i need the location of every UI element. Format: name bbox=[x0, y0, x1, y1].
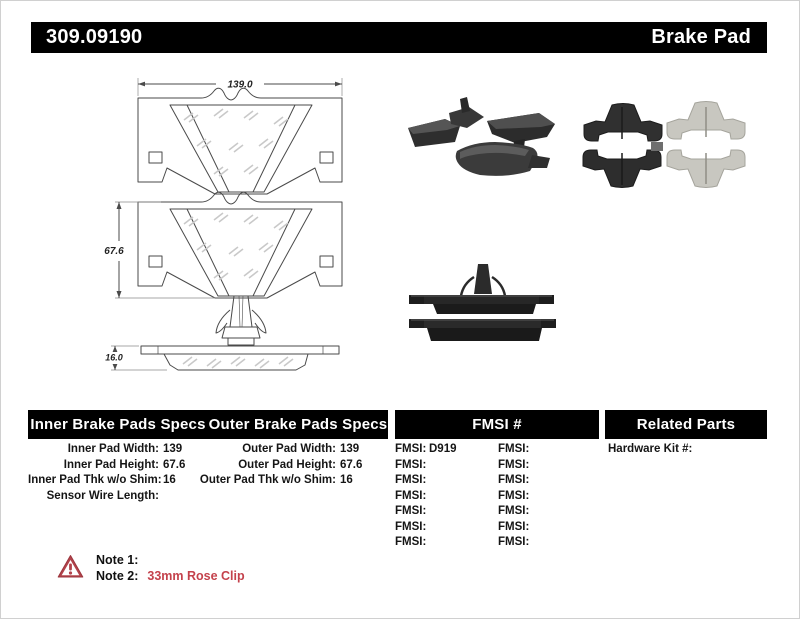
photo-pads-profile bbox=[409, 264, 556, 341]
fmsi-row bbox=[498, 504, 532, 520]
fmsi-label: FMSI: bbox=[498, 520, 530, 533]
fmsi-row bbox=[395, 535, 457, 551]
pad-side-view bbox=[141, 346, 339, 370]
fmsi-row bbox=[395, 473, 457, 489]
specs-header-bar bbox=[28, 410, 388, 439]
outer-specs-column bbox=[181, 442, 362, 489]
spec-row bbox=[28, 489, 185, 505]
fmsi-label: FMSI: bbox=[395, 520, 427, 533]
spec-label: Inner Pad Height: bbox=[63, 458, 159, 471]
fmsi-label: FMSI: bbox=[498, 443, 530, 455]
dim-width-label: 139.0 bbox=[227, 79, 253, 91]
spec-value: 16 bbox=[340, 474, 353, 486]
product-type: Brake Pad bbox=[651, 26, 751, 48]
note-2-value: 33mm Rose Clip bbox=[147, 569, 245, 583]
fmsi-row bbox=[395, 442, 457, 458]
dim-height-label: 67.6 bbox=[104, 246, 124, 257]
fmsi-label: FMSI: bbox=[395, 474, 427, 486]
related-parts-header-bar bbox=[605, 410, 767, 439]
related-parts-column bbox=[608, 442, 696, 458]
related-parts-title: Related Parts bbox=[636, 416, 736, 433]
spec-value: 16 bbox=[163, 474, 176, 486]
fmsi-row bbox=[498, 535, 532, 551]
sensor-clip-drawing bbox=[216, 296, 266, 345]
fmsi-label: FMSI: bbox=[395, 489, 427, 502]
spec-row bbox=[181, 473, 362, 489]
fmsi-header-bar bbox=[395, 410, 599, 439]
photo-pad-sets bbox=[583, 102, 745, 188]
fmsi-row bbox=[395, 520, 457, 536]
fmsi-row bbox=[395, 489, 457, 505]
spec-value: 67.6 bbox=[163, 458, 186, 471]
spec-label: Inner Pad Width: bbox=[67, 443, 159, 455]
photo-pads-angled bbox=[408, 97, 555, 176]
fmsi-column-2 bbox=[498, 442, 532, 551]
spec-row bbox=[181, 458, 362, 474]
fmsi-label: FMSI: bbox=[498, 536, 530, 548]
spec-row bbox=[28, 458, 185, 474]
fmsi-row bbox=[498, 458, 532, 474]
fmsi-label: FMSI: bbox=[498, 458, 530, 471]
note-2 bbox=[96, 568, 245, 584]
outer-specs-title: Outer Brake Pads Specs bbox=[208, 416, 388, 433]
dim-width bbox=[138, 78, 342, 96]
spec-label: Outer Pad Thk w/o Shim: bbox=[199, 474, 336, 486]
fmsi-label: FMSI: bbox=[395, 505, 427, 517]
inner-specs-title: Inner Brake Pads Specs bbox=[30, 416, 206, 433]
fmsi-row bbox=[395, 458, 457, 474]
warning-triangle-icon bbox=[57, 554, 84, 579]
note-1 bbox=[96, 552, 245, 568]
fmsi-row bbox=[498, 473, 532, 489]
spec-row bbox=[181, 442, 362, 458]
dim-height bbox=[104, 202, 215, 298]
pad-front-view bbox=[138, 88, 342, 194]
fmsi-value: D919 bbox=[429, 443, 457, 455]
fmsi-label: FMSI: bbox=[395, 443, 427, 455]
spec-label: Inner Pad Thk w/o Shim: bbox=[28, 474, 162, 486]
fmsi-label: FMSI: bbox=[395, 458, 427, 471]
spec-value: 139 bbox=[340, 443, 360, 455]
fmsi-row bbox=[498, 489, 532, 505]
spec-label: Sensor Wire Length: bbox=[46, 489, 159, 502]
spec-value: 67.6 bbox=[340, 458, 363, 471]
spec-label: Outer Pad Width: bbox=[242, 443, 336, 455]
related-parts-label: Hardware Kit #: bbox=[608, 443, 693, 455]
fmsi-label: FMSI: bbox=[498, 505, 530, 517]
fmsi-title: FMSI # bbox=[472, 416, 522, 433]
note-1-label: Note 1: bbox=[96, 553, 139, 567]
spec-value: 139 bbox=[163, 443, 183, 455]
fmsi-row bbox=[498, 442, 532, 458]
note-2-label: Note 2: bbox=[96, 569, 139, 583]
dim-thickness-label: 16.0 bbox=[105, 352, 123, 363]
fmsi-column-1 bbox=[395, 442, 457, 551]
fmsi-label: FMSI: bbox=[395, 536, 427, 548]
fmsi-label: FMSI: bbox=[498, 489, 530, 502]
spec-label: Outer Pad Height: bbox=[238, 458, 336, 471]
inner-specs-column bbox=[28, 442, 185, 504]
part-number: 309.09190 bbox=[46, 26, 143, 48]
fmsi-label: FMSI: bbox=[498, 474, 530, 486]
pad-back-view bbox=[138, 192, 342, 298]
notes bbox=[96, 552, 245, 584]
fmsi-row bbox=[395, 504, 457, 520]
related-parts-row bbox=[608, 442, 696, 458]
product-photos bbox=[408, 97, 745, 341]
technical-drawing bbox=[104, 78, 342, 370]
spec-row bbox=[28, 473, 185, 489]
spec-row bbox=[28, 442, 185, 458]
fmsi-row bbox=[498, 520, 532, 536]
